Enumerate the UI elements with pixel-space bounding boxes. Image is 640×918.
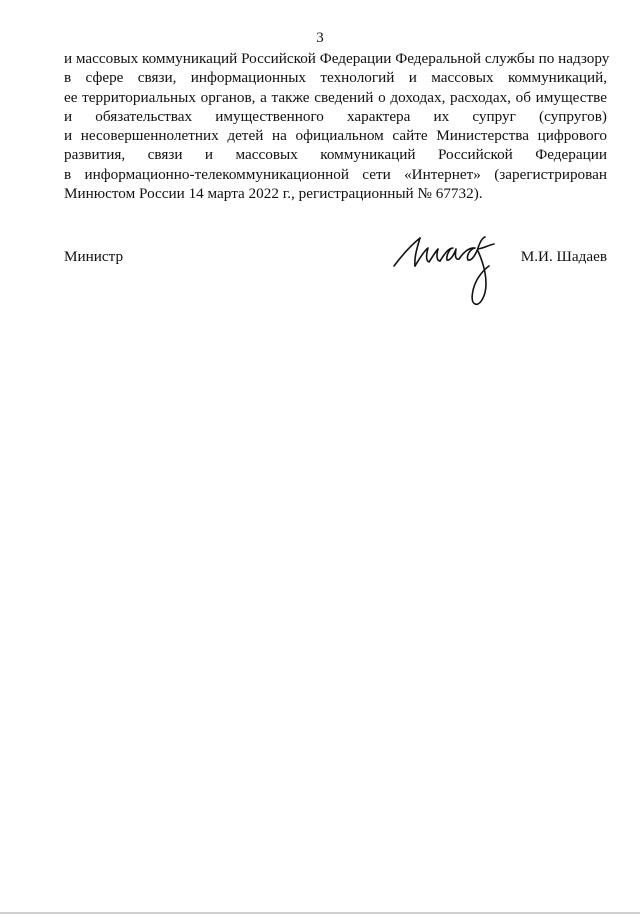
page-bottom-edge — [0, 912, 640, 914]
signature-block — [64, 248, 607, 318]
signature-stroke — [478, 244, 494, 249]
paragraph-line: в сфере связи, информационных технологий и массовых коммуникаций, — [64, 69, 607, 87]
paragraph-line: и обязательствах имущественного характера их супруг (супругов) — [64, 107, 607, 125]
handwritten-signature — [390, 236, 506, 308]
signer-title: Министр — [64, 248, 124, 265]
paragraph-line: и несовершеннолетних детей на официальном сайте Министерства цифрового — [64, 127, 607, 145]
paragraph-line: развития, связи и массовых коммуникаций Российской Федерации — [64, 146, 607, 164]
signer-name: М.И. Шадаев — [520, 248, 607, 265]
body-paragraph — [64, 49, 610, 203]
signature-stroke — [440, 248, 459, 261]
signature-stroke — [472, 251, 489, 304]
paragraph-line: в информационно-телекоммуникационной сети «Интернет» (зарегистрирован — [64, 165, 607, 183]
paragraph-line: и массовых коммуникаций Российской Федерации Федеральной службы по надзору — [64, 50, 610, 67]
page-number: 3 — [316, 30, 324, 46]
paragraph-line: Минюстом России 14 марта 2022 г., регистрационный № 67732). — [64, 185, 483, 203]
signature-stroke — [415, 248, 440, 266]
paragraph-line: ее территориальных органов, а также сведений о доходах, расходах, об имуществе — [64, 88, 607, 106]
